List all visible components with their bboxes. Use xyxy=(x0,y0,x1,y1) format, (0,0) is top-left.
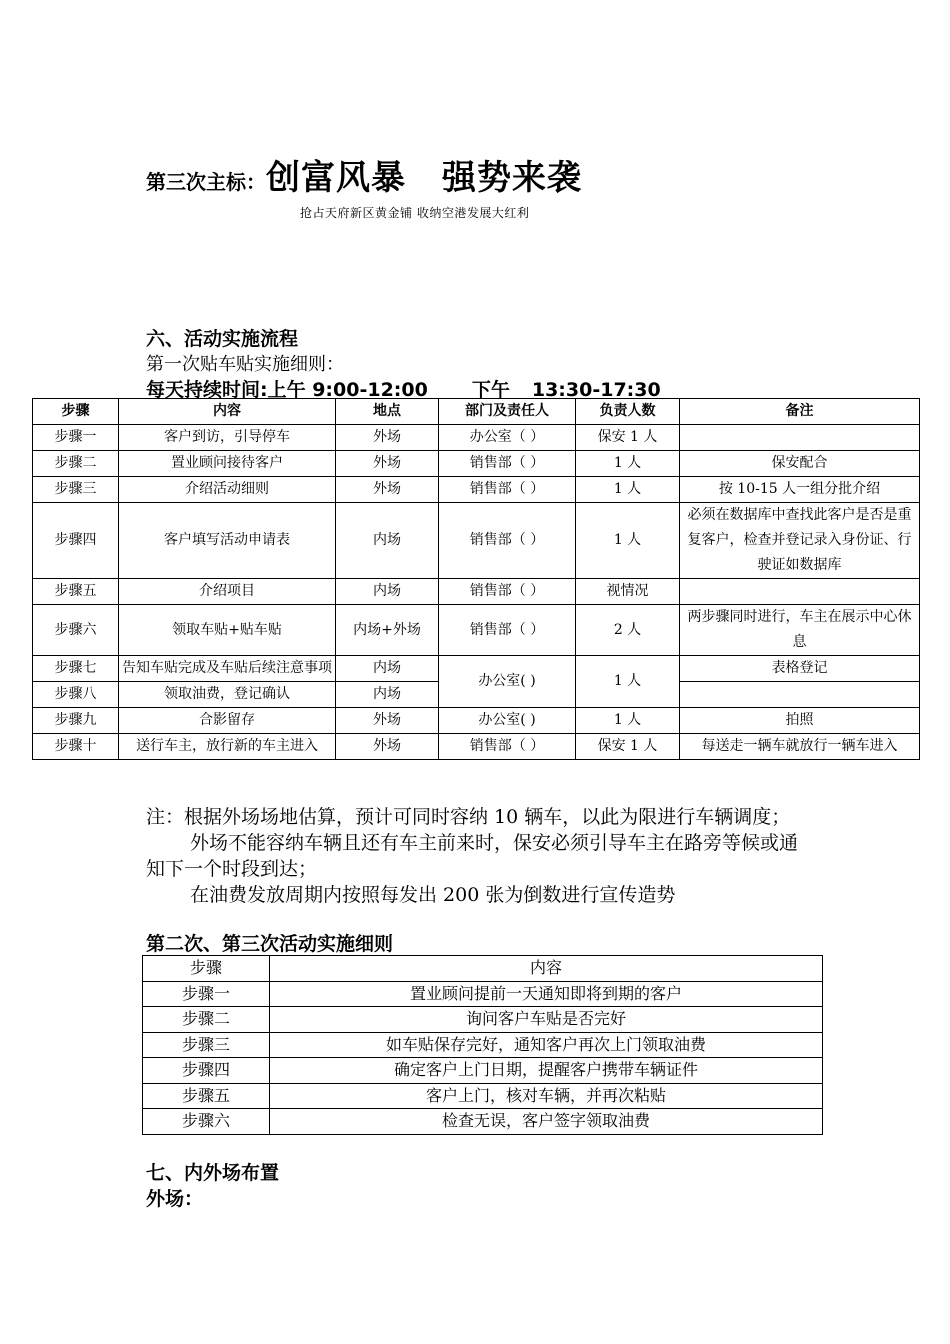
note-paragraph: 注：根据外场场地估算，预计可同时容纳 10 辆车，以此为限进行车辆调度； xyxy=(146,806,791,828)
second-round-table xyxy=(142,955,823,1135)
daily-am: 每天持续时间:上午 9:00-12:00 xyxy=(146,379,428,401)
cell-remark-empty xyxy=(680,682,920,708)
cell-location: 外场 xyxy=(336,451,439,477)
cell-headcount: 2 人 xyxy=(576,605,680,656)
table-row xyxy=(33,708,920,734)
table-row xyxy=(33,477,920,503)
cell-step: 步骤九 xyxy=(33,708,119,734)
cell-step: 步骤四 xyxy=(33,503,119,579)
cell-step: 步骤四 xyxy=(143,1058,270,1084)
cell-headcount: 1 人 xyxy=(576,708,680,734)
cell-step: 步骤三 xyxy=(143,1032,270,1058)
cell-step: 步骤二 xyxy=(33,451,119,477)
cell-step: 步骤一 xyxy=(33,425,119,451)
table-row xyxy=(143,1083,823,1109)
table-header-row xyxy=(33,399,920,425)
table-row xyxy=(33,734,920,760)
cell-step: 步骤十 xyxy=(33,734,119,760)
cell-headcount: 保安 1 人 xyxy=(576,734,680,760)
cell-headcount: 1 人 xyxy=(576,656,680,708)
col-header: 地点 xyxy=(336,399,439,425)
cell-headcount: 1 人 xyxy=(576,451,680,477)
table-row xyxy=(33,579,920,605)
first-round-table xyxy=(32,398,920,760)
cell-remark xyxy=(680,425,920,451)
page-title xyxy=(146,150,582,199)
cell-content: 确定客户上门日期，提醒客户携带车辆证件 xyxy=(270,1058,823,1084)
cell-remark: 每送走一辆车就放行一辆车进入 xyxy=(680,734,920,760)
section-6-heading: 六、活动实施流程 xyxy=(146,328,299,350)
page-subtitle: 抢占天府新区黄金铺 收纳空港发展大红利 xyxy=(300,206,530,220)
cell-department: 销售部（ ） xyxy=(439,579,576,605)
note-paragraph: 外场不能容纳车辆且还有车主前来时，保安必须引导车主在路旁等候或通知下一个时段到达； xyxy=(146,832,799,880)
cell-location: 内场 xyxy=(336,682,439,708)
cell-step: 步骤八 xyxy=(33,682,119,708)
cell-headcount: 1 人 xyxy=(576,477,680,503)
col-header: 内容 xyxy=(119,399,336,425)
cell-headcount: 1 人 xyxy=(576,503,680,579)
cell-remark: 两步骤同时进行，车主在展示中心休息 xyxy=(680,605,920,656)
cell-step: 步骤三 xyxy=(33,477,119,503)
table-header-row xyxy=(143,956,823,982)
table-row xyxy=(33,503,920,579)
cell-remark: 拍照 xyxy=(680,708,920,734)
cell-location: 内场 xyxy=(336,579,439,605)
section-7-heading: 七、内外场布置 xyxy=(146,1162,280,1184)
cell-location: 外场 xyxy=(336,477,439,503)
cell-content: 告知车贴完成及车贴后续注意事项 xyxy=(119,656,336,682)
cell-content: 介绍活动细则 xyxy=(119,477,336,503)
cell-content: 客户到访，引导停车 xyxy=(119,425,336,451)
cell-department: 办公室（ ） xyxy=(439,425,576,451)
cell-content: 置业顾问提前一天通知即将到期的客户 xyxy=(270,981,823,1007)
cell-content: 客户填写活动申请表 xyxy=(119,503,336,579)
cell-headcount: 视情况 xyxy=(576,579,680,605)
section-7-subheading: 外场： xyxy=(146,1188,204,1210)
cell-headcount: 保安 1 人 xyxy=(576,425,680,451)
col-header: 部门及责任人 xyxy=(439,399,576,425)
cell-location: 外场 xyxy=(336,734,439,760)
cell-remark: 必须在数据库中查找此客户是否是重复客户，检查并登记录入身份证、行驶证如数据库 xyxy=(680,503,920,579)
cell-step: 步骤一 xyxy=(143,981,270,1007)
cell-content: 检查无误，客户签字领取油费 xyxy=(270,1109,823,1135)
cell-content: 如车贴保存完好，通知客户再次上门领取油费 xyxy=(270,1032,823,1058)
cell-location: 内场 xyxy=(336,503,439,579)
cell-content: 合影留存 xyxy=(119,708,336,734)
col-header: 备注 xyxy=(680,399,920,425)
cell-step: 步骤六 xyxy=(33,605,119,656)
second-round-heading: 第二次、第三次活动实施细则 xyxy=(146,933,394,955)
cell-content: 送行车主，放行新的车主进入 xyxy=(119,734,336,760)
table-row xyxy=(143,981,823,1007)
table-row xyxy=(33,656,920,682)
cell-department: 办公室( ) xyxy=(439,656,576,708)
cell-step: 步骤五 xyxy=(33,579,119,605)
col-header: 步骤 xyxy=(143,956,270,982)
daily-pm-time: 13:30-17:30 xyxy=(531,379,661,401)
cell-content: 领取车贴+贴车贴 xyxy=(119,605,336,656)
daily-pm-label: 下午 xyxy=(471,379,510,401)
cell-location: 外场 xyxy=(336,425,439,451)
table-row xyxy=(143,1032,823,1058)
cell-remark: 按 10-15 人一组分批介绍 xyxy=(680,477,920,503)
table-row xyxy=(143,1058,823,1084)
cell-content: 客户上门，核对车辆，并再次粘贴 xyxy=(270,1083,823,1109)
cell-department: 办公室( ) xyxy=(439,708,576,734)
cell-step: 步骤七 xyxy=(33,656,119,682)
cell-department: 销售部（ ） xyxy=(439,477,576,503)
cell-content: 介绍项目 xyxy=(119,579,336,605)
title-main-right: 强势来袭 xyxy=(442,158,582,198)
col-header: 负责人数 xyxy=(576,399,680,425)
table-row xyxy=(143,1109,823,1135)
cell-department: 销售部（ ） xyxy=(439,605,576,656)
cell-step: 步骤五 xyxy=(143,1083,270,1109)
cell-location: 内场+外场 xyxy=(336,605,439,656)
cell-step: 步骤二 xyxy=(143,1007,270,1033)
notes-block xyxy=(146,804,816,908)
cell-department: 销售部（ ） xyxy=(439,503,576,579)
section-6-subheading: 第一次贴车贴实施细则： xyxy=(146,354,344,375)
cell-department: 销售部（ ） xyxy=(439,734,576,760)
table-row xyxy=(33,425,920,451)
cell-remark xyxy=(680,579,920,605)
col-header: 步骤 xyxy=(33,399,119,425)
cell-step: 步骤六 xyxy=(143,1109,270,1135)
col-header: 内容 xyxy=(270,956,823,982)
cell-location: 外场 xyxy=(336,708,439,734)
cell-location: 内场 xyxy=(336,656,439,682)
table-row xyxy=(143,1007,823,1033)
cell-content: 领取油费，登记确认 xyxy=(119,682,336,708)
cell-remark: 保安配合 xyxy=(680,451,920,477)
cell-department: 销售部（ ） xyxy=(439,451,576,477)
note-paragraph: 在油费发放周期内按照每发出 200 张为倒数进行宣传造势 xyxy=(190,884,676,906)
cell-content: 询问客户车贴是否完好 xyxy=(270,1007,823,1033)
table-row xyxy=(33,451,920,477)
cell-remark: 表格登记 xyxy=(680,656,920,682)
title-label: 第三次主标： xyxy=(146,170,266,194)
cell-content: 置业顾问接待客户 xyxy=(119,451,336,477)
table-row xyxy=(33,605,920,656)
title-main-left: 创富风暴 xyxy=(266,158,406,198)
